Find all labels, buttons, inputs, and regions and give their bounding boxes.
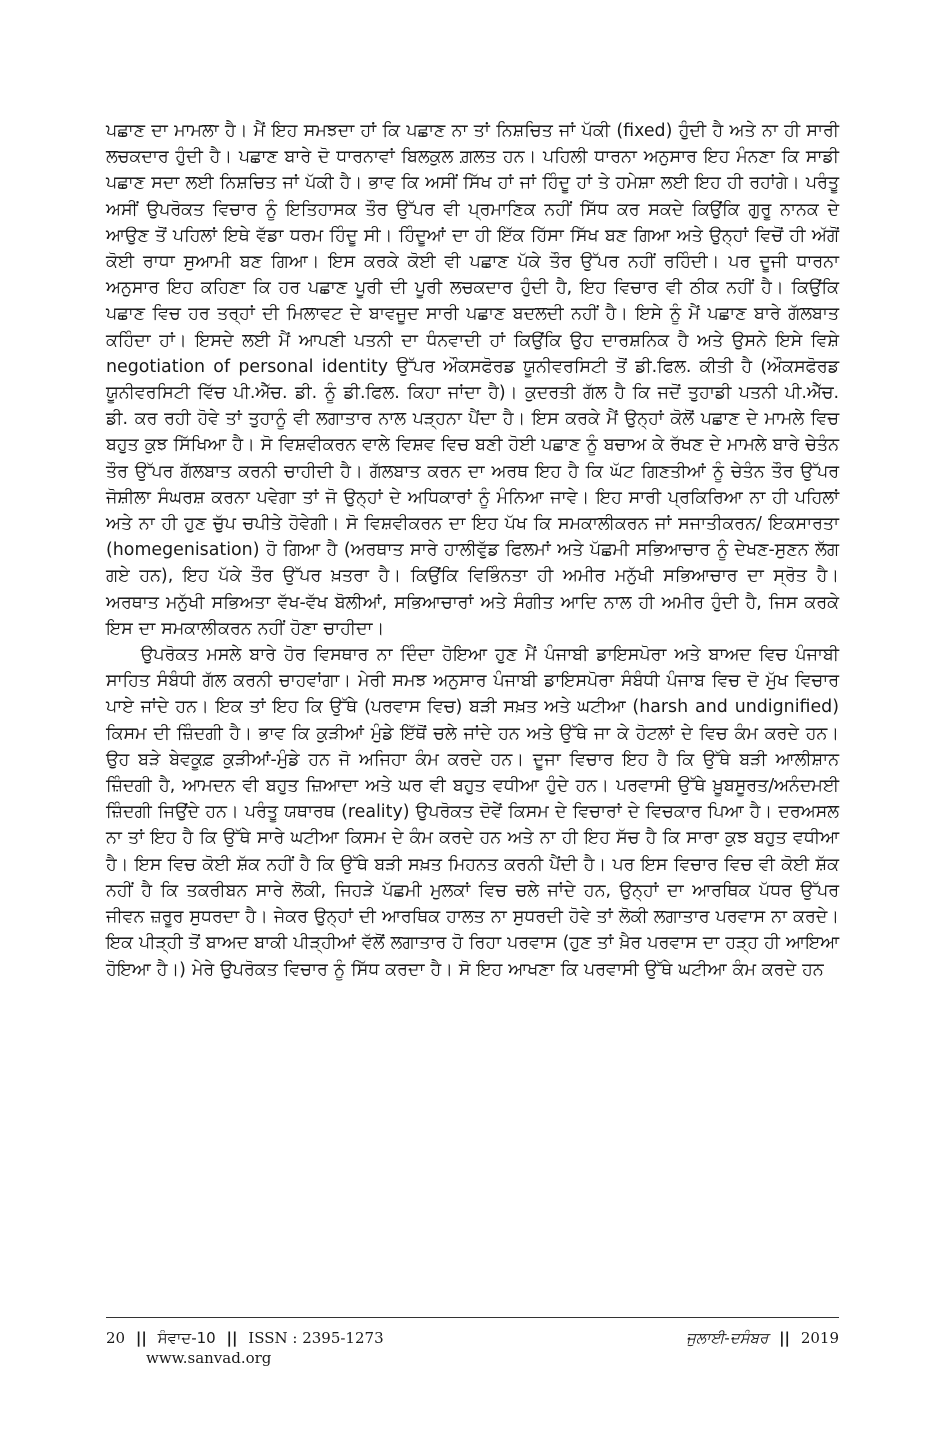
page-number: 20: [106, 1329, 126, 1347]
footer-left: [106, 1328, 384, 1349]
paragraph: ਪਛਾਣ ਦਾ ਮਾਮਲਾ ਹੈ। ਮੈਂ ਇਹ ਸਮਝਦਾ ਹਾਂ ਕਿ ਪਛਾਣ ਨਾ ਤਾਂ ਨਿਸ਼ਚਿਤ ਜਾਂ ਪੱਕੀ (fixed) ਹੁੰਦੀ ਹੈ ਅਤੇ ਨਾ ਹੀ ਸਾਰੀ ਲਚਕਦਾਰ ਹੁੰਦੀ ਹੈ। ਪਛਾਣ ਬਾਰੇ ਦੋ ਧਾਰਨਾਵਾਂ ਬਿਲਕੁਲ ਗ਼ਲਤ ਹਨ। ਪਹਿਲੀ ਧਾਰਨਾ ਅਨੁਸਾਰ ਇਹ ਮੰਨਣਾ ਕਿ ਸਾਡੀ ਪਛਾਣ ਸਦਾ ਲਈ ਨਿਸ਼ਚਿਤ ਜਾਂ ਪੱਕੀ ਹੈ। ਭਾਵ ਕਿ ਅਸੀਂ ਸਿੱਖ ਹਾਂ ਜਾਂ ਹਿੰਦੂ ਹਾਂ ਤੇ ਹਮੇਸ਼ਾ ਲਈ ਇਹ ਹੀ ਰਹਾਂਗੇ। ਪਰੰਤੂ ਅਸੀਂ ਉਪਰੋਕਤ ਵਿਚਾਰ ਨੂੰ ਇਤਿਹਾਸਕ ਤੌਰ ਉੱਪਰ ਵੀ ਪ੍ਰਮਾਣਿਕ ਨਹੀਂ ਸਿੱਧ ਕਰ ਸਕਦੇ ਕਿਉਂਕਿ ਗੁਰੂ ਨਾਨਕ ਦੇ ਆਉਣ ਤੋਂ ਪਹਿਲਾਂ ਇਥੇ ਵੱਡਾ ਧਰਮ ਹਿੰਦੂ ਸੀ। ਹਿੰਦੂਆਂ ਦਾ ਹੀ ਇੱਕ ਹਿੱਸਾ ਸਿੱਖ ਬਣ ਗਿਆ ਅਤੇ ਉਨ੍ਹਾਂ ਵਿਚੋਂ ਹੀ ਅੱਗੋਂ ਕੋਈ ਰਾਧਾ ਸੁਆਮੀ ਬਣ ਗਿਆ। ਇਸ ਕਰਕੇ ਕੋਈ ਵੀ ਪਛਾਣ ਪੱਕੇ ਤੌਰ ਉੱਪਰ ਨਹੀਂ ਰਹਿੰਦੀ। ਪਰ ਦੂਜੀ ਧਾਰਨਾ ਅਨੁਸਾਰ ਇਹ ਕਹਿਣਾ ਕਿ ਹਰ ਪਛਾਣ ਪੂਰੀ ਦੀ ਪੂਰੀ ਲਚਕਦਾਰ ਹੁੰਦੀ ਹੈ, ਇਹ ਵਿਚਾਰ ਵੀ ਠੀਕ ਨਹੀਂ ਹੈ। ਕਿਉਂਕਿ ਪਛਾਣ ਵਿਚ ਹਰ ਤਰ੍ਹਾਂ ਦੀ ਮਿਲਾਵਟ ਦੇ ਬਾਵਜੂਦ ਸਾਰੀ ਪਛਾਣ ਬਦਲਦੀ ਨਹੀਂ ਹੈ। ਇਸੇ ਨੂੰ ਮੈਂ ਪਛਾਣ ਬਾਰੇ ਗੱਲਬਾਤ ਕਹਿੰਦਾ ਹਾਂ। ਇਸਦੇ ਲਈ ਮੈਂ ਆਪਣੀ ਪਤਨੀ ਦਾ ਧੰਨਵਾਦੀ ਹਾਂ ਕਿਉਂਕਿ ਉਹ ਦਾਰਸ਼ਨਿਕ ਹੈ ਅਤੇ ਉਸਨੇ ਇਸੇ ਵਿਸ਼ੇ negotiation of personal identity ਉੱਪਰ ਔਕਸਫੋਰਡ ਯੂਨੀਵਰਸਿਟੀ ਤੋਂ ਡੀ.ਫਿਲ. ਕੀਤੀ ਹੈ (ਔਕਸਫੋਰਡ ਯੂਨੀਵਰਸਿਟੀ ਵਿੱਚ ਪੀ.ਐੱਚ. ਡੀ. ਨੂੰ ਡੀ.ਫਿਲ. ਕਿਹਾ ਜਾਂਦਾ ਹੈ)। ਕੁਦਰਤੀ ਗੱਲ ਹੈ ਕਿ ਜਦੋਂ ਤੁਹਾਡੀ ਪਤਨੀ ਪੀ.ਐੱਚ. ਡੀ. ਕਰ ਰਹੀ ਹੋਵੇ ਤਾਂ ਤੁਹਾਨੂੰ ਵੀ ਲਗਾਤਾਰ ਨਾਲ ਪੜ੍ਹਨਾ ਪੈਂਦਾ ਹੈ। ਇਸ ਕਰਕੇ ਮੈਂ ਉਨ੍ਹਾਂ ਕੋਲੋਂ ਪਛਾਣ ਦੇ ਮਾਮਲੇ ਵਿਚ ਬਹੁਤ ਕੁਝ ਸਿੱਖਿਆ ਹੈ। ਸੋ ਵਿਸ਼ਵੀਕਰਨ ਵਾਲੇ ਵਿਸ਼ਵ ਵਿਚ ਬਣੀ ਹੋਈ ਪਛਾਣ ਨੂੰ ਬਚਾਅ ਕੇ ਰੱਖਣ ਦੇ ਮਾਮਲੇ ਬਾਰੇ ਚੇਤੰਨ ਤੌਰ ਉੱਪਰ ਗੱਲਬਾਤ ਕਰਨੀ ਚਾਹੀਦੀ ਹੈ। ਗੱਲਬਾਤ ਕਰਨ ਦਾ ਅਰਥ ਇਹ ਹੈ ਕਿ ਘੱਟ ਗਿਣਤੀਆਂ ਨੂੰ ਚੇਤੰਨ ਤੌਰ ਉੱਪਰ ਜੋਸ਼ੀਲਾ ਸੰਘਰਸ਼ ਕਰਨਾ ਪਵੇਗਾ ਤਾਂ ਜੋ ਉਨ੍ਹਾਂ ਦੇ ਅਧਿਕਾਰਾਂ ਨੂੰ ਮੰਨਿਆ ਜਾਵੇ। ਇਹ ਸਾਰੀ ਪ੍ਰਕਿਰਿਆ ਨਾ ਹੀ ਪਹਿਲਾਂ ਅਤੇ ਨਾ ਹੀ ਹੁਣ ਚੁੱਪ ਚਪੀਤੇ ਹੋਵੇਗੀ। ਸੋ ਵਿਸ਼ਵੀਕਰਨ ਦਾ ਇਹ ਪੱਖ ਕਿ ਸਮਕਾਲੀਕਰਨ ਜਾਂ ਸਜਾਤੀਕਰਨ/ ਇਕਸਾਰਤਾ (homegenisation) ਹੋ ਗਿਆ ਹੈ (ਅਰਥਾਤ ਸਾਰੇ ਹਾਲੀਵੁੱਡ ਫਿਲਮਾਂ ਅਤੇ ਪੱਛਮੀ ਸਭਿਆਚਾਰ ਨੂੰ ਦੇਖਣ-ਸੁਣਨ ਲੱਗ ਗਏ ਹਨ), ਇਹ ਪੱਕੇ ਤੌਰ ਉੱਪਰ ਖ਼ਤਰਾ ਹੈ। ਕਿਉਂਕਿ ਵਿਭਿੰਨਤਾ ਹੀ ਅਮੀਰ ਮਨੁੱਖੀ ਸਭਿਆਚਾਰ ਦਾ ਸ੍ਰੋਤ ਹੈ। ਅਰਥਾਤ ਮਨੁੱਖੀ ਸਭਿਅਤਾ ਵੱਖ-ਵੱਖ ਬੋਲੀਆਂ, ਸਭਿਆਚਾਰਾਂ ਅਤੇ ਸੰਗੀਤ ਆਦਿ ਨਾਲ ਹੀ ਅਮੀਰ ਹੁੰਦੀ ਹੈ, ਜਿਸ ਕਰਕੇ ਇਸ ਦਾ ਸਮਕਾਲੀਕਰਨ ਨਹੀਂ ਹੋਣਾ ਚਾਹੀਦਾ।: [106, 121, 839, 639]
year: 2019: [800, 1329, 839, 1347]
separator-icon: ||: [135, 1329, 147, 1347]
issue-period: ਜੁਲਾਈ-ਦਸੰਬਰ: [686, 1329, 769, 1347]
separator-icon: ||: [779, 1329, 791, 1347]
footer-right: [686, 1328, 839, 1349]
paragraph: ਉਪਰੋਕਤ ਮਸਲੇ ਬਾਰੇ ਹੋਰ ਵਿਸਥਾਰ ਨਾ ਦਿੰਦਾ ਹੋਇਆ ਹੁਣ ਮੈਂ ਪੰਜਾਬੀ ਡਾਇਸਪੋਰਾ ਅਤੇ ਬਾਅਦ ਵਿਚ ਪੰਜਾਬੀ ਸਾਹਿਤ ਸੰਬੰਧੀ ਗੱਲ ਕਰਨੀ ਚਾਹਵਾਂਗਾ। ਮੇਰੀ ਸਮਝ ਅਨੁਸਾਰ ਪੰਜਾਬੀ ਡਾਇਸਪੋਰਾ ਸੰਬੰਧੀ ਪੰਜਾਬ ਵਿਚ ਦੋ ਮੁੱਖ ਵਿਚਾਰ ਪਾਏ ਜਾਂਦੇ ਹਨ। ਇਕ ਤਾਂ ਇਹ ਕਿ ਉੱਥੇ (ਪਰਵਾਸ ਵਿਚ) ਬੜੀ ਸਖ਼ਤ ਅਤੇ ਘਟੀਆ (harsh and undignified) ਕਿਸਮ ਦੀ ਜ਼ਿੰਦਗੀ ਹੈ। ਭਾਵ ਕਿ ਕੁੜੀਆਂ ਮੁੰਡੇ ਇੱਥੋਂ ਚਲੇ ਜਾਂਦੇ ਹਨ ਅਤੇ ਉੱਥੇ ਜਾ ਕੇ ਹੋਟਲਾਂ ਦੇ ਵਿਚ ਕੰਮ ਕਰਦੇ ਹਨ। ਉਹ ਬੜੇ ਬੇਵਕੂਫ਼ ਕੁੜੀਆਂ-ਮੁੰਡੇ ਹਨ ਜੋ ਅਜਿਹਾ ਕੰਮ ਕਰਦੇ ਹਨ। ਦੂਜਾ ਵਿਚਾਰ ਇਹ ਹੈ ਕਿ ਉੱਥੇ ਬੜੀ ਆਲੀਸ਼ਾਨ ਜ਼ਿੰਦਗੀ ਹੈ, ਆਮਦਨ ਵੀ ਬਹੁਤ ਜ਼ਿਆਦਾ ਅਤੇ ਘਰ ਵੀ ਬਹੁਤ ਵਧੀਆ ਹੁੰਦੇ ਹਨ। ਪਰਵਾਸੀ ਉੱਥੇ ਖ਼ੂਬਸੂਰਤ/ਅਨੰਦਮਈ ਜ਼ਿੰਦਗੀ ਜਿਉਂਦੇ ਹਨ। ਪਰੰਤੂ ਯਥਾਰਥ (reality) ਉਪਰੋਕਤ ਦੋਵੇਂ ਕਿਸਮ ਦੇ ਵਿਚਾਰਾਂ ਦੇ ਵਿਚਕਾਰ ਪਿਆ ਹੈ। ਦਰਅਸਲ ਨਾ ਤਾਂ ਇਹ ਹੈ ਕਿ ਉੱਥੇ ਸਾਰੇ ਘਟੀਆ ਕਿਸਮ ਦੇ ਕੰਮ ਕਰਦੇ ਹਨ ਅਤੇ ਨਾ ਹੀ ਇਹ ਸੱਚ ਹੈ ਕਿ ਸਾਰਾ ਕੁਝ ਬਹੁਤ ਵਧੀਆ ਹੈ। ਇਸ ਵਿਚ ਕੋਈ ਸ਼ੱਕ ਨਹੀਂ ਹੈ ਕਿ ਉੱਥੇ ਬੜੀ ਸਖ਼ਤ ਮਿਹਨਤ ਕਰਨੀ ਪੈਂਦੀ ਹੈ। ਪਰ ਇਸ ਵਿਚਾਰ ਵਿਚ ਵੀ ਕੋਈ ਸ਼ੱਕ ਨਹੀਂ ਹੈ ਕਿ ਤਕਰੀਬਨ ਸਾਰੇ ਲੋਕੀ, ਜਿਹੜੇ ਪੱਛਮੀ ਮੁਲਕਾਂ ਵਿਚ ਚਲੇ ਜਾਂਦੇ ਹਨ, ਉਨ੍ਹਾਂ ਦਾ ਆਰਥਿਕ ਪੱਧਰ ਉੱਪਰ ਜੀਵਨ ਜ਼ਰੂਰ ਸੁਧਰਦਾ ਹੈ। ਜੇਕਰ ਉਨ੍ਹਾਂ ਦੀ ਆਰਥਿਕ ਹਾਲਤ ਨਾ ਸੁਧਰਦੀ ਹੋਵੇ ਤਾਂ ਲੋਕੀ ਲਗਾਤਾਰ ਪਰਵਾਸ ਨਾ ਕਰਦੇ। ਇਕ ਪੀੜ੍ਹੀ ਤੋਂ ਬਾਅਦ ਬਾਕੀ ਪੀੜ੍ਹੀਆਂ ਵੱਲੋਂ ਲਗਾਤਾਰ ਹੋ ਰਿਹਾ ਪਰਵਾਸ (ਹੁਣ ਤਾਂ ਖ਼ੈਰ ਪਰਵਾਸ ਦਾ ਹੜ੍ਹ ਹੀ ਆਇਆ ਹੋਇਆ ਹੈ।) ਮੇਰੇ ਉਪਰੋਕਤ ਵਿਚਾਰ ਨੂੰ ਸਿੱਧ ਕਰਦਾ ਹੈ। ਸੋ ਇਹ ਆਖਣਾ ਕਿ ਪਰਵਾਸੀ ਉੱਥੇ ਘਟੀਆ ਕੰਮ ਕਰਦੇ ਹਨ: [106, 645, 840, 980]
issn: ISSN : 2395-1273: [248, 1329, 384, 1347]
footer-rule: [106, 1317, 839, 1318]
journal-name: ਸੰਵਾਦ-10: [157, 1329, 216, 1347]
website-link[interactable]: www.sanvad.org: [146, 1349, 272, 1367]
article-body: [106, 118, 839, 983]
separator-icon: ||: [226, 1329, 238, 1347]
